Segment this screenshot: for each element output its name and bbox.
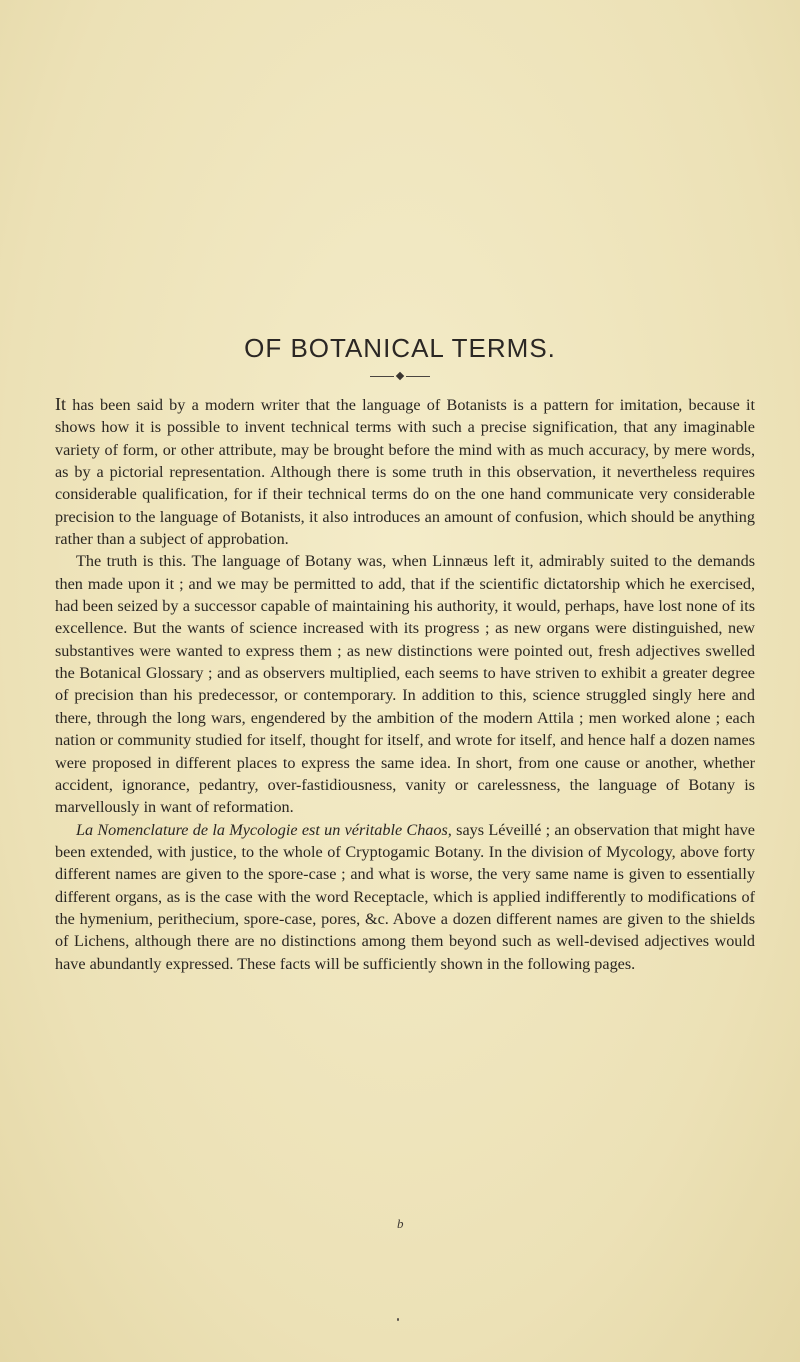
paragraph-2: The truth is this. The language of Botany was, when Linnæus left it, admirably suited to the demands then made upon it ; and we may be permitted to add, that if the scientific dictatorship which he exercised, had been seized by a successor capable of maintaining his authority, it would, perhaps, have lost none of its excellence. But the wants of science increased with its progress ; as new organs were distinguished, new substantives were wanted to express them ; as new distinctions were pointed out, fresh adjectives swelled the Botanical Glossary ; and as observers multiplied, each seems to have striven to exhibit a greater degree of precision than his predecessor, or contemporary. In addition to this, science struggled singly here and there, through the long wars, engendered by the ambition of the modern Attila ; men worked alone ; each nation or community studied for itself, thought for itself, and wrote for itself, and hence half a dozen names were proposed in different places to express the same idea. In short, from one cause or another, whether accident, ignorance, pedantry, over-fastidiousness, vanity or carelessness, the language of Botany is marvellously in want of reformation. (55, 552, 755, 817)
body-text (55, 393, 755, 975)
ornament-divider (370, 373, 430, 381)
paragraph-3-text: says Léveillé ; an observation that might have been extended, with justice, to the whole of Cryptogamic Botany. In the division of Mycology, above forty different names are given to the spore-case ; and what is worse, the very same name is given to essentially different organs, as is the case with the word Receptacle, which is applied indifferently to modifications of the hymenium, perithecium, spore-case, pores, &c. Above a dozen different names are given to the shields of Lichens, although there are no distinctions among them beyond such as well-devised adjectives would have abundantly expressed. These facts will be sufficiently shown in the following pages. (55, 820, 755, 973)
ink-speck (397, 1318, 399, 1321)
paragraph-1-text: has been said by a modern writer that the language of Botanists is a pattern for imitation, because it shows how it is possible to invent technical terms with such a precise signification, that any imaginable variety of form, or other attribute, may be brought before the mind with as much accuracy, by mere words, as by a pictorial representation. Although there is some truth in this observation, it nevertheless requires considerable qualification, for if their technical terms do on the one hand communicate very considerable precision to the language of Botanists, it also introduces an amount of confusion, which should be anything rather than a subject of approbation. (55, 396, 755, 549)
chapter-heading: OF BOTANICAL TERMS. (244, 333, 556, 363)
ornament-rule-right (406, 376, 430, 377)
diamond-icon (396, 372, 404, 380)
paragraph-1 (55, 393, 755, 550)
paragraph-3 (55, 819, 755, 975)
ornament-rule-left (370, 376, 394, 377)
drop-lead: It (55, 394, 66, 414)
french-quote: La Nomenclature de la Mycologie est un véritable Chaos, (76, 820, 452, 839)
signature-mark: b (397, 1216, 404, 1231)
